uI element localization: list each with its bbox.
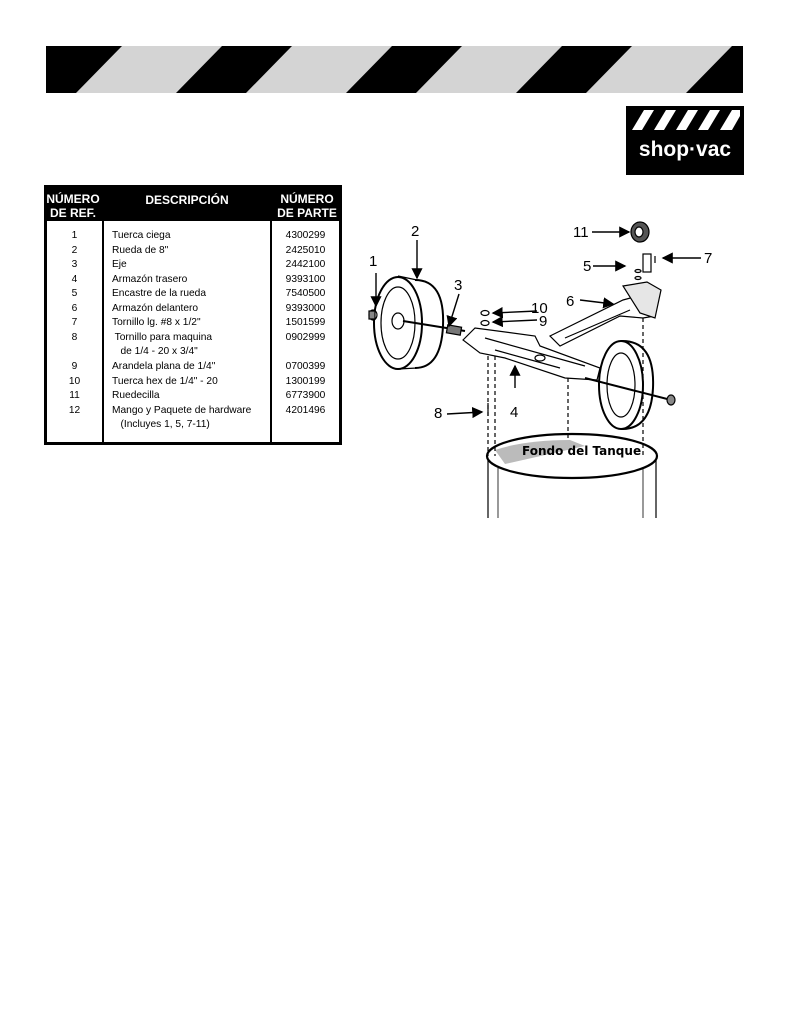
table-cell-ref: 12 [68, 404, 81, 416]
table-cell-ref: 7 [71, 317, 78, 329]
description-column [104, 221, 270, 442]
cap-nut [369, 310, 377, 320]
callout-8: 8 [434, 405, 443, 422]
table-cell-part: 0902999 [285, 331, 326, 343]
table-cell-part: 9393100 [285, 273, 326, 285]
header-part-number: NÚMERO DE PARTE [277, 192, 337, 220]
table-cell-desc: Mango y Paquete de hardware [112, 404, 252, 416]
table-cell-ref: 3 [71, 259, 78, 271]
callout-10: 10 [531, 300, 548, 317]
table-cell-part: 1501599 [285, 317, 326, 329]
callout-7: 7 [704, 250, 713, 267]
callout-3: 3 [454, 277, 463, 294]
shop-vac-logo [626, 106, 744, 175]
table-cell-ref: 6 [71, 302, 78, 314]
table-cell-desc: de 1/4 - 20 x 3/4" [112, 346, 198, 358]
callout-1: 1 [369, 253, 378, 270]
header-description: DESCRIPCIÓN [145, 193, 229, 207]
tank-bottom-label: Fondo del Tanque [522, 444, 642, 458]
striped-header-banner [46, 46, 743, 93]
table-cell-part: 0700399 [285, 360, 326, 372]
table-cell-part: 2442100 [285, 259, 326, 271]
right-wheel [585, 341, 675, 429]
table-cell-part: 2425010 [285, 244, 326, 256]
table-cell-ref: 10 [68, 375, 81, 387]
callout-6: 6 [566, 293, 575, 310]
logo-text: shop·vac [638, 138, 732, 161]
callout-9: 9 [539, 313, 548, 330]
table-cell-desc: Tornillo para maquina [112, 331, 213, 343]
table-cell-ref: 2 [71, 244, 78, 256]
table-cell-desc: Armazón delantero [112, 302, 199, 314]
exploded-parts-diagram [355, 218, 735, 520]
table-cell-desc: Ruedecilla [112, 390, 160, 402]
parts-table [44, 185, 342, 445]
table-cell-part: 4201496 [285, 404, 326, 416]
table-cell-ref: 5 [71, 288, 78, 300]
caster-wheel [631, 222, 655, 280]
table-cell-part: 9393000 [285, 302, 326, 314]
table-cell-part: 1300199 [285, 375, 326, 387]
table-cell-desc: Arandela plana de 1/4" [112, 360, 216, 372]
callout-11: 11 [573, 224, 589, 241]
table-cell-part: 4300299 [285, 230, 326, 241]
table-cell-desc: (Incluyes 1, 5, 7-11) [112, 419, 210, 431]
table-cell-part: 7540500 [285, 288, 326, 300]
table-cell-ref: 8 [71, 331, 78, 343]
table-cell-ref: 9 [71, 360, 78, 372]
table-cell-desc: Rueda de 8" [112, 244, 169, 256]
table-cell-desc: Tuerca hex de 1/4" - 20 [112, 375, 218, 387]
table-cell-ref: 11 [69, 390, 80, 402]
callout-2: 2 [411, 223, 420, 240]
ref-number-column [47, 221, 102, 442]
front-frame [550, 282, 661, 346]
header-ref-number: NÚMERO DE REF. [46, 192, 100, 220]
table-cell-part: 6773900 [285, 390, 326, 402]
table-cell-desc: Eje [112, 259, 127, 271]
callout-4: 4 [510, 404, 519, 421]
table-cell-desc: Tornillo lg. #8 x 1/2" [112, 317, 201, 329]
table-cell-ref: 4 [71, 273, 78, 285]
table-cell-desc: Encastre de la rueda [112, 288, 207, 300]
part-number-column [272, 221, 339, 442]
table-cell-desc: Tuerca ciega [112, 230, 171, 241]
table-cell-ref: 1 [71, 230, 78, 241]
callout-5: 5 [583, 258, 592, 275]
table-cell-desc: Armazón trasero [112, 273, 188, 285]
